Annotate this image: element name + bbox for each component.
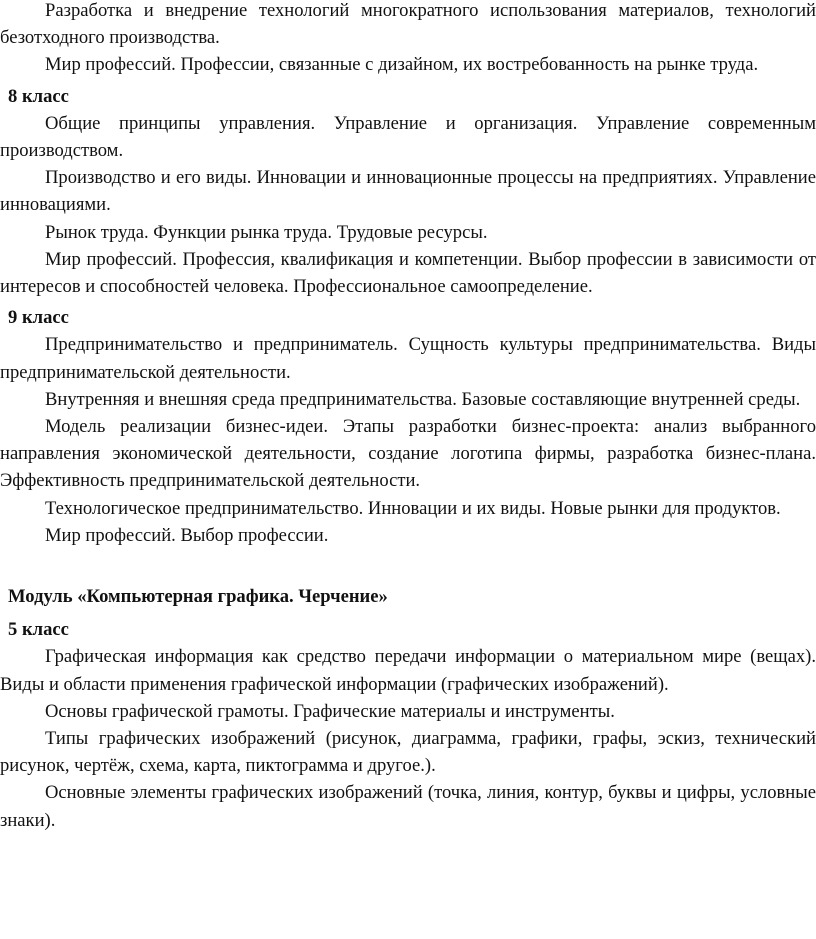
paragraph: Общие принципы управления. Управление и организация. Управление современным производством. bbox=[0, 112, 816, 162]
paragraph: Типы графических изображений (рисунок, диаграмма, графики, графы, эскиз, технический рисунок, чертёж, схема, карта, пиктограмма и другое.). bbox=[0, 728, 816, 777]
paragraph: Разработка и внедрение технологий многократного использования материалов, технологий безотходного производства. bbox=[0, 0, 816, 49]
paragraph: Производство и его виды. Инновации и инновационные процессы на предприятиях. Управление инновациями. bbox=[0, 167, 816, 216]
paragraph: Предпринимательство и предприниматель. Сущность культуры предпринимательства. Виды предпринимательской деятельности. bbox=[0, 334, 816, 383]
paragraph: Основы графической грамоты. Графические материалы и инструменты. bbox=[45, 700, 615, 722]
grade-heading-8: 8 класс bbox=[8, 85, 69, 107]
paragraph: Основные элементы графических изображений (точка, линия, контур, буквы и цифры, условные знаки). bbox=[0, 782, 816, 831]
grade-heading-5: 5 класс bbox=[8, 619, 69, 641]
paragraph: Технологическое предпринимательство. Инновации и их виды. Новые рынки для продуктов. bbox=[45, 497, 781, 519]
paragraph: Мир профессий. Профессии, связанные с дизайном, их востребованность на рынке труда. bbox=[45, 54, 759, 76]
paragraph: Внутренняя и внешняя среда предпринимательства. Базовые составляющие внутренней среды. bbox=[45, 388, 801, 410]
paragraph: Рынок труда. Функции рынка труда. Трудовые ресурсы. bbox=[45, 221, 488, 243]
paragraph: Модель реализации бизнес-идеи. Этапы разработки бизнес-проекта: анализ выбранного направления экономической деятельности, создание логотипа фирмы, разработка бизнес-плана. Эффективность предпринимательской деятельности. bbox=[0, 416, 816, 492]
paragraph: Мир профессий. Выбор профессии. bbox=[45, 524, 329, 546]
paragraph: Графическая информация как средство передачи информации о материальном мире (вещах). Виды и области применения графической информации (графических изображений). bbox=[0, 646, 816, 695]
grade-heading-9: 9 класс bbox=[8, 307, 69, 329]
paragraph: Мир профессий. Профессия, квалификация и компетенции. Выбор профессии в зависимости от интересов и способностей человека. Профессиональное самоопределение. bbox=[0, 248, 816, 298]
module-title: Модуль «Компьютерная графика. Черчение» bbox=[8, 586, 388, 608]
